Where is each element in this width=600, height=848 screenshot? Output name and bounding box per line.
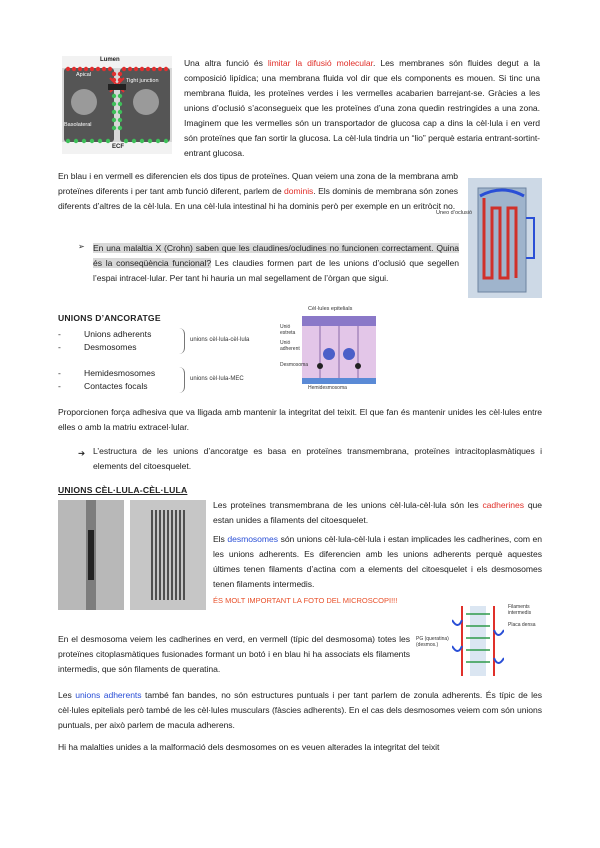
epithelial-cells-figure (280, 306, 376, 392)
list-item: - Hemidesmosomes (58, 367, 155, 380)
paragraph-desmosome-view: En el desmosoma veiem les cadherines en verd, en vermell (típic del desmosoma) totes les proteïnes citoplasmàtiques fusionades formant un botó i en blau hi ha associats els filaments intermedis, que són filaments de queratina. (58, 634, 410, 674)
bullet-crohn: En una malaltia X (Crohn) saben que les claudines/ocludines no funcionen correctament. Quina és la conseqüència funcional? Les claudies formen part de les unions d’oclusió que segellen l’espai intracel·lular. Per tant hi hauria un mal segellament de l’òrgan que sigui. (93, 243, 459, 283)
epith-label-4: Hemidesmosoma (308, 385, 347, 391)
micrograph-1 (58, 500, 124, 610)
paragraph-diffusion: Una altra funció és limitar la difusió molecular. Les membranes són fluides degut a la composició lipídica; una membrana fluida vol dir que els components es mouen. Si tinc una membrana fluida, les proteïnes verdes i les vermelles acabarien barrejant-se. Gràcies a les unions d’oclusió s’aconsegueix que les proteïnes d’una zona quedin restringides a una zona. Imaginem que les vermelles són un transportador de glucosa cap a dins la cèl·lula i en verd són proteïnes que fan sortir la glucosa. La cèl·lula tindria un “lio” perquè estaria entrant-sortint-entrant glucosa. (184, 58, 540, 158)
ecf-label: ECF (112, 144, 124, 150)
highlight-diffusion: limitar la difusió molecular (267, 58, 373, 68)
tight-junction-label: Tight junction (126, 78, 159, 84)
micrograph-2 (130, 500, 206, 610)
list-item: - Contactes focals (58, 380, 155, 393)
intestinal-cell-figure (468, 178, 542, 298)
paragraph-desmosomes: Els desmosomes són unions cèl·lula-cèl·lula i estan implicades les cadherines, com en les unions adherents. Es diferencien amb les unions adherents perquè aquestes últimes tenen filaments d’actina com a elements del citoesquelet i els desmosomes tenen filaments intermedis. (213, 534, 542, 589)
basolateral-label: Basolateral (64, 122, 92, 128)
section-title-anchoring: UNIONS D’ANCORATGE (58, 313, 161, 323)
intestinal-cell-caption: Uneo d’oclusió (436, 210, 473, 216)
highlight-desmosomes: desmosomes (227, 534, 278, 544)
paragraph-cadherins: Les proteïnes transmembrana de les unions cèl·lula-cèl·lula són les cadherines que estan unides a filaments del citoesquelet. (213, 500, 543, 525)
paragraph-adherens: Les unions adherents també fan bandes, no són estructures puntuals i per tant parlem de zonula adherents. És típic de les cèl·lules epitelials però també de les cèl·lules musculars (fàscies adherents). En el cas dels desmosomes veiem com són unions puntuals, per això parlem de macula adherens. (58, 690, 543, 730)
desmo-label-3: PG (queratina) (desmos.) (416, 636, 449, 648)
desmo-label-2: Placa densa (508, 622, 536, 628)
epith-title: Cèl·lules epitelials (308, 306, 353, 312)
lumen-label: Lumen (100, 57, 120, 63)
section-title-cell-cell: UNIONS CÈL·LULA-CÈL·LULA (58, 485, 188, 495)
important-note: ÉS MOLT IMPORTANT LA FOTO DEL MICROSCOPI!!! (213, 596, 398, 605)
paragraph-domains: En blau i en vermell es diferencien els dos tipus de proteïnes. Quan veiem una zona de la membrana amb proteïnes diferents i per tant amb funció diferent, parlem de dominis. Els dominis de membrana són zones diferents d’altres de la cèl·lula. En una cèl·lula intestinal hi ha dominis però per exemple en un eritròcit no. (58, 171, 458, 211)
bracket-2 (178, 367, 185, 393)
desmo-label-1: Filaments intermedis (508, 604, 532, 616)
list-item: - Unions adherents (58, 328, 151, 341)
highlight-adherens: unions adherents (75, 690, 142, 700)
paragraph-adhesive-force: Proporcionen força adhesiva que va lligada amb mantenir la integritat del teixit. El que fan és mantenir unides les cèl·lules entre elles o amb la matriu extracel·lular. (58, 407, 542, 432)
crohn-question: En una malaltia X (Crohn) saben que les claudines/ocludines no funcionen correctament. Quina és la conseqüència funcional? (93, 243, 459, 268)
bullet-arrow: ➢ (78, 242, 85, 251)
group1-note: unions cèl·lula-cèl·lula (190, 337, 250, 343)
epith-label-2: Unió adherent (280, 340, 300, 352)
list-item: - Desmosomes (58, 341, 151, 354)
bullet-arrow: ➔ (78, 448, 86, 458)
group2-note: unions cèl·lula-MEC (190, 376, 244, 382)
epith-label-3: Desmosoma (280, 362, 309, 368)
tight-junction-diagram (62, 56, 172, 154)
desmosome-figure (416, 600, 542, 682)
highlight-cadherins: cadherines (482, 500, 524, 510)
anchoring-group-2 (58, 367, 155, 393)
anchoring-group-1 (58, 328, 151, 354)
paragraph-diseases: Hi ha malalties unides a la malformació dels desmosomes on es veuen alterades la integritat del teixit (58, 742, 440, 752)
epith-label-1: Unió estreta (280, 324, 296, 336)
bracket-1 (178, 328, 185, 354)
apical-label: Apical (76, 72, 91, 78)
bullet-structure: L’estructura de les unions d’ancoratge es basa en proteïnes transmembrana, proteïnes intracitoplasmàtiques i elements del citoesquelet. (93, 446, 542, 471)
highlight-domains: dominis (284, 186, 314, 196)
